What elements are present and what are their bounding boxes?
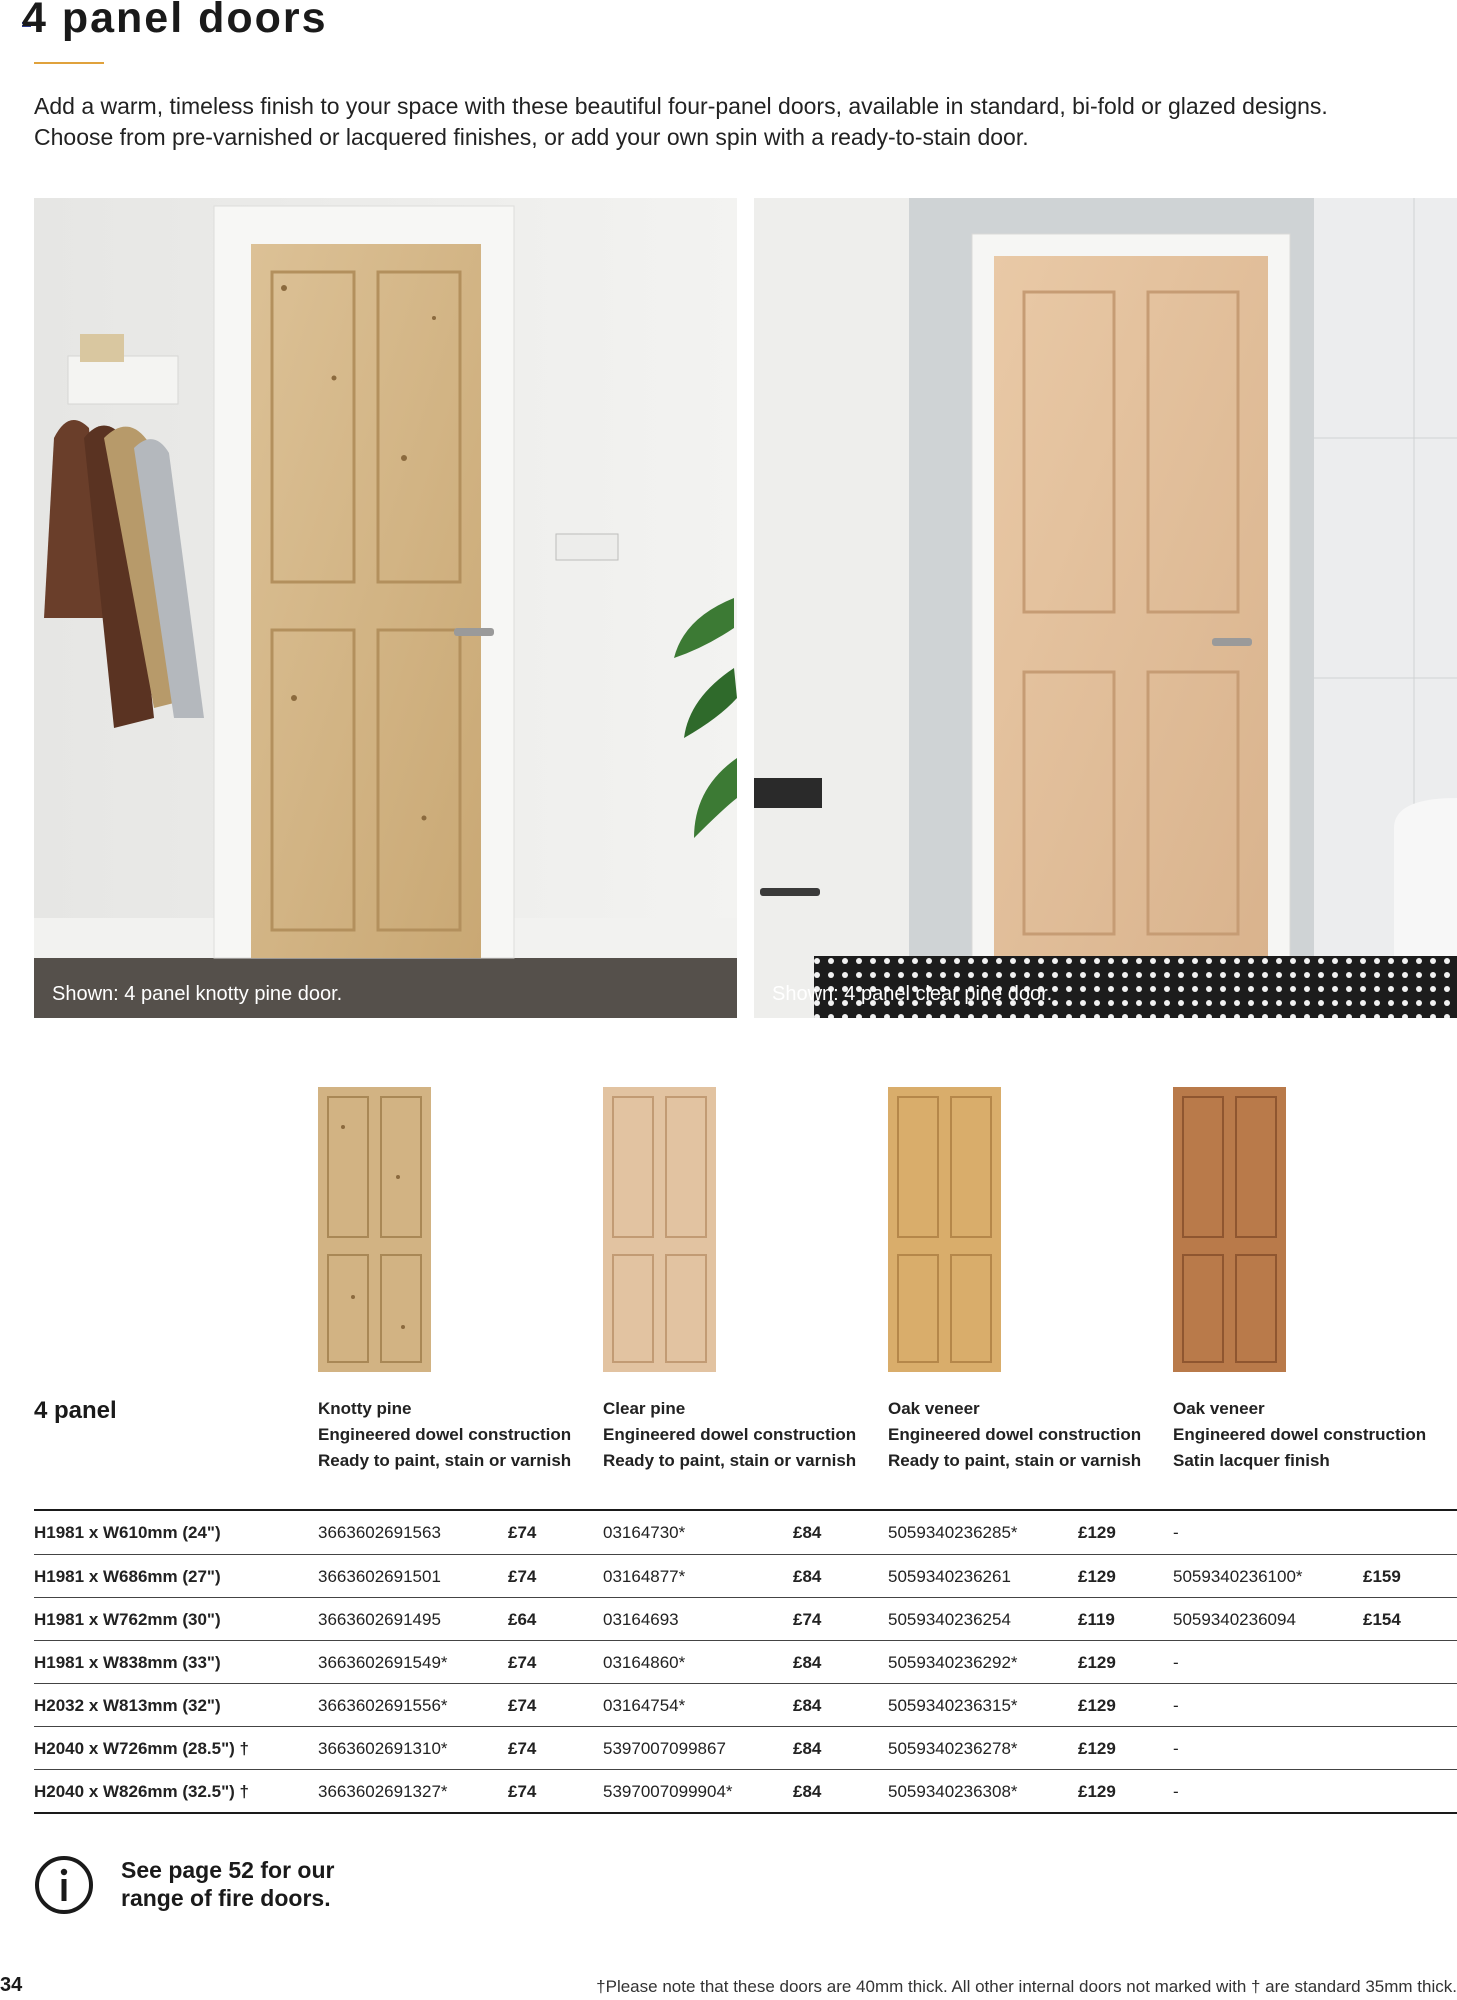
size-cell: H2040 x W726mm (28.5") † <box>34 1739 250 1758</box>
code-cell: 5059340236278* <box>888 1739 1018 1758</box>
door-thumbnail-oak-veneer-lacquer <box>1173 1087 1286 1372</box>
fire-doors-note <box>121 1856 334 1912</box>
product-description-knotty-pine <box>318 1396 603 1474</box>
photo-clear-pine-door <box>754 198 1457 1018</box>
price-cell: £74 <box>508 1567 537 1586</box>
price-cell: £119 <box>1078 1610 1115 1629</box>
code-cell: 5059340236292* <box>888 1653 1018 1672</box>
product-line: Engineered dowel construction <box>318 1425 572 1444</box>
price-cell: £74 <box>508 1739 537 1758</box>
page-number: 34 <box>0 1974 23 1996</box>
product-description-oak-veneer <box>888 1396 1173 1474</box>
price-cell: £74 <box>508 1523 537 1542</box>
code-cell: - <box>1173 1782 1179 1801</box>
price-cell: £64 <box>508 1610 537 1629</box>
code-cell: 3663602691501 <box>318 1567 441 1586</box>
code-cell: 3663602691556* <box>318 1696 448 1715</box>
door-thumbnail-oak-veneer <box>888 1087 1001 1372</box>
code-cell: 03164860* <box>603 1653 686 1672</box>
product-line: Engineered dowel construction <box>1173 1425 1427 1444</box>
info-icon <box>34 1855 94 1915</box>
price-cell: £74 <box>508 1782 537 1801</box>
thickness-footnote: †Please note that these doors are 40mm thick. All other internal doors not marked with † are standard 35mm thick. <box>596 1977 1457 1996</box>
product-line: Satin lacquer finish <box>1173 1451 1330 1470</box>
page-title: 4 panel doors <box>22 0 328 42</box>
spec-table <box>34 1509 1457 1814</box>
product-line: Oak veneer <box>888 1399 980 1418</box>
code-cell: 5059340236254 <box>888 1610 1011 1629</box>
table-row <box>34 1597 1457 1640</box>
product-line: Knotty pine <box>318 1399 412 1418</box>
price-cell: £74 <box>508 1696 537 1715</box>
product-line: Engineered dowel construction <box>888 1425 1142 1444</box>
price-cell: £129 <box>1078 1696 1116 1715</box>
price-cell: £84 <box>793 1739 822 1758</box>
size-cell: H1981 x W762mm (30") <box>34 1610 221 1629</box>
product-description-oak-veneer-lacquer <box>1173 1396 1457 1474</box>
price-cell: £84 <box>793 1782 822 1801</box>
code-cell: 3663602691327* <box>318 1782 448 1801</box>
price-cell: £84 <box>793 1653 822 1672</box>
product-line: Ready to paint, stain or varnish <box>603 1451 857 1470</box>
intro-paragraph: Add a warm, timeless finish to your space with these beautiful four-panel doors, available in standard, bi-fold or glazed designs. Choose from pre-varnished or lacquered finishes, or add your own spin with a ready-to-stain door. <box>34 93 1328 150</box>
table-row <box>34 1726 1457 1769</box>
size-cell: H2040 x W826mm (32.5") † <box>34 1782 250 1801</box>
product-line: Ready to paint, stain or varnish <box>318 1451 572 1470</box>
code-cell: - <box>1173 1653 1179 1672</box>
price-cell: £129 <box>1078 1739 1116 1758</box>
price-cell: £129 <box>1078 1523 1116 1542</box>
size-cell: H1981 x W610mm (24") <box>34 1523 221 1542</box>
code-cell: 5059340236094 <box>1173 1610 1296 1629</box>
code-cell: 5397007099867 <box>603 1739 726 1758</box>
price-cell: £74 <box>508 1653 537 1672</box>
price-cell: £84 <box>793 1567 822 1586</box>
door-thumbnail-clear-pine <box>603 1087 716 1372</box>
code-cell: 03164730* <box>603 1523 686 1542</box>
photo-caption: Shown: 4 panel clear pine door. <box>772 983 1053 1005</box>
product-line: Clear pine <box>603 1399 686 1418</box>
product-description-clear-pine <box>603 1396 888 1474</box>
code-cell: 5059340236285* <box>888 1523 1018 1542</box>
code-cell: 03164877* <box>603 1567 686 1586</box>
code-cell: 5059340236308* <box>888 1782 1018 1801</box>
code-cell: 03164693 <box>603 1610 679 1629</box>
price-cell: £74 <box>793 1610 822 1629</box>
price-cell: £129 <box>1078 1782 1116 1801</box>
door-image <box>888 1087 1001 1372</box>
note-line: range of fire doors. <box>121 1885 331 1911</box>
note-line: See page 52 for our <box>121 1857 335 1883</box>
product-line: Oak veneer <box>1173 1399 1265 1418</box>
price-cell: £129 <box>1078 1567 1116 1586</box>
photo-caption: Shown: 4 panel knotty pine door. <box>52 983 343 1005</box>
photo-knotty-pine-door <box>34 198 737 1018</box>
size-cell: H1981 x W686mm (27") <box>34 1567 221 1586</box>
table-row <box>34 1554 1457 1597</box>
door-image <box>603 1087 716 1372</box>
knotty-pine-scene-image <box>34 198 737 1018</box>
code-cell: - <box>1173 1739 1179 1758</box>
price-cell: £159 <box>1363 1567 1401 1586</box>
size-cell: H1981 x W838mm (33") <box>34 1653 221 1672</box>
product-line: Engineered dowel construction <box>603 1425 857 1444</box>
clear-pine-scene-image <box>754 198 1457 1018</box>
code-cell: 3663602691549* <box>318 1653 448 1672</box>
code-cell: - <box>1173 1696 1179 1715</box>
range-label: 4 panel <box>34 1397 117 1424</box>
door-image <box>318 1087 431 1372</box>
code-cell: 3663602691495 <box>318 1610 441 1629</box>
code-cell: 5059340236261 <box>888 1567 1011 1586</box>
code-cell: - <box>1173 1523 1179 1542</box>
door-image <box>1173 1087 1286 1372</box>
price-cell: £84 <box>793 1696 822 1715</box>
table-row <box>34 1511 1457 1554</box>
code-cell: 3663602691563 <box>318 1523 441 1542</box>
code-cell: 3663602691310* <box>318 1739 448 1758</box>
product-line: Ready to paint, stain or varnish <box>888 1451 1142 1470</box>
table-row <box>34 1640 1457 1683</box>
code-cell: 5059340236100* <box>1173 1567 1303 1586</box>
code-cell: 5397007099904* <box>603 1782 733 1801</box>
door-thumbnail-knotty-pine <box>318 1087 431 1372</box>
code-cell: 5059340236315* <box>888 1696 1018 1715</box>
price-cell: £129 <box>1078 1653 1116 1672</box>
price-cell: £154 <box>1363 1610 1401 1629</box>
size-cell: H2032 x W813mm (32") <box>34 1696 221 1715</box>
table-row <box>34 1769 1457 1812</box>
code-cell: 03164754* <box>603 1696 686 1715</box>
title-accent-rule <box>34 62 104 64</box>
table-row <box>34 1683 1457 1726</box>
price-cell: £84 <box>793 1523 822 1542</box>
